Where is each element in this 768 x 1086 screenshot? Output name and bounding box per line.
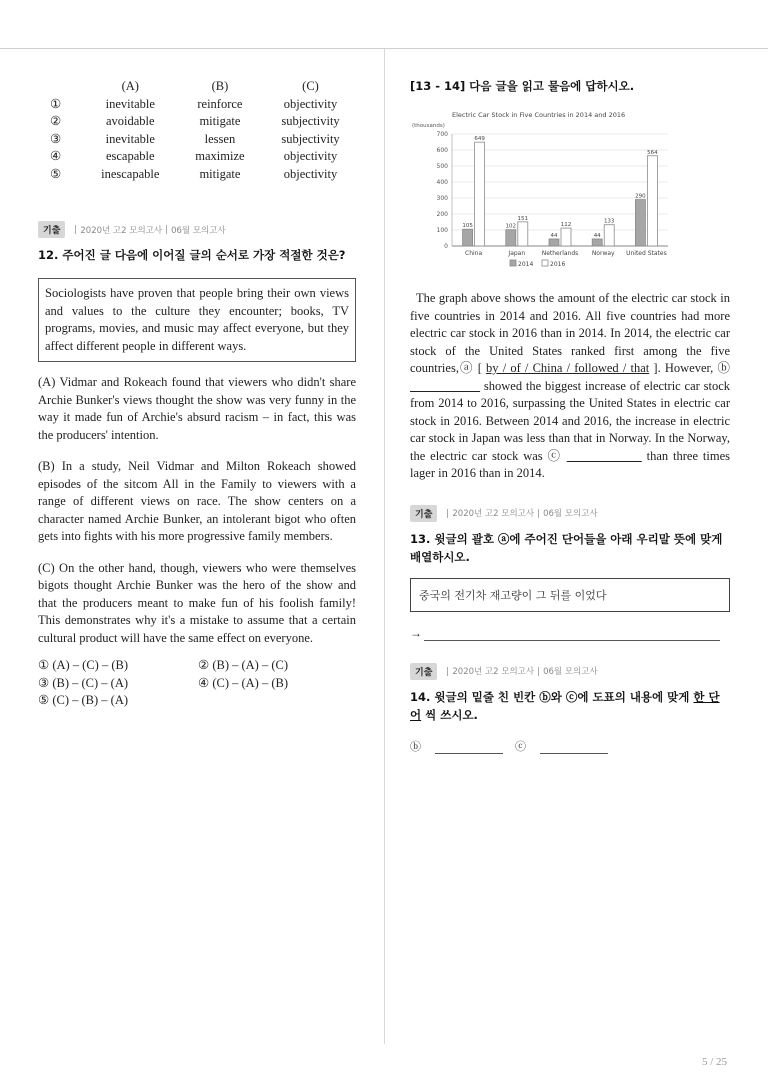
data-label: 105 bbox=[462, 223, 473, 230]
passage: The graph above shows the amount of the electric car stock in five countries in 2014 and 2016. All five countries had more electric car stock in 2016 than in 2014. In 2014, the electric car stock of the United States ranked first among the five countries,ⓐ [ by / of / China / followed / that ]. However, ⓑ showed the biggest increase of electric car stock from 2014 to 2016, surpassing the United States in electric car stock in 2016. Between 2014 and 2016, the increase in electric car stock in Japan was less than that in Norway. In the Norway, the electric car stock was ⓒ than three times lager in 2016 than in 2014. bbox=[410, 291, 730, 480]
blank-b-label: ⓑ bbox=[410, 739, 421, 753]
y-tick-label: 0 bbox=[444, 243, 448, 250]
circle-a: ⓐ bbox=[458, 361, 474, 375]
data-label: 44 bbox=[550, 232, 558, 239]
data-label: 102 bbox=[505, 223, 517, 230]
electric-car-chart bbox=[410, 108, 672, 276]
right-column bbox=[410, 78, 730, 754]
column-divider bbox=[384, 49, 385, 1044]
answer-option[interactable]: ② (B) – (A) – (C) bbox=[198, 658, 289, 672]
data-label: 564 bbox=[647, 149, 658, 156]
q12-source-month: 06월 모의고사 bbox=[171, 225, 226, 236]
data-label: 112 bbox=[560, 222, 572, 229]
bar-2016 bbox=[647, 156, 657, 246]
data-label: 44 bbox=[593, 232, 601, 239]
bar-2014 bbox=[635, 200, 645, 246]
q12-source-year: 2020년 고2 모의고사 bbox=[80, 225, 163, 236]
data-label: 133 bbox=[603, 218, 615, 225]
choice-row: ② avoidable mitigate subjectivity bbox=[50, 114, 340, 128]
blank-c-label: ⓒ bbox=[515, 739, 526, 753]
blank-b bbox=[410, 379, 480, 393]
header-b: (B) bbox=[211, 79, 229, 93]
bar-2016 bbox=[475, 142, 485, 246]
bar-2014 bbox=[549, 239, 559, 246]
answer-option[interactable]: ③ (B) – (C) – (A) bbox=[38, 675, 129, 690]
y-tick-label: 500 bbox=[436, 163, 448, 170]
header-c: (C) bbox=[302, 79, 319, 93]
bar-2014 bbox=[592, 239, 602, 246]
legend-label: 2014 bbox=[518, 261, 534, 268]
section-header: [13 - 14] 다음 글을 읽고 물음에 답하시오. bbox=[410, 79, 635, 93]
bar-2016 bbox=[604, 225, 614, 246]
q14-source-year: 2020년 고2 모의고사 bbox=[452, 667, 535, 677]
data-label: 290 bbox=[635, 193, 646, 200]
arrow-icon: → bbox=[410, 625, 422, 640]
y-tick-label: 400 bbox=[436, 179, 448, 186]
chart-ylabel: (thousands) bbox=[412, 123, 445, 129]
answer-option[interactable]: ④ (C) – (A) – (B) bbox=[198, 675, 289, 690]
q13-answer-line bbox=[410, 626, 730, 641]
choice-row: ⑤ inescapable mitigate objectivity bbox=[50, 166, 338, 181]
answer-option[interactable]: ⑤ (C) – (B) – (A) bbox=[38, 693, 129, 707]
q13-korean-box: 중국의 전기차 재고량이 그 뒤를 이었다 bbox=[410, 578, 730, 612]
blank-c-input[interactable] bbox=[540, 742, 608, 754]
q14-tag: 기출 bbox=[410, 663, 437, 680]
x-tick-label: Japan bbox=[508, 250, 526, 257]
q13-answer-input[interactable] bbox=[424, 628, 720, 641]
q12-source-line bbox=[38, 221, 356, 238]
circle-c: ⓒ bbox=[547, 448, 562, 463]
q14-answer-blanks bbox=[410, 738, 730, 754]
legend-swatch-2014 bbox=[510, 260, 516, 266]
x-tick-label: Norway bbox=[591, 250, 615, 257]
choice-row: ④ escapable maximize objectivity bbox=[50, 149, 338, 163]
q12-given-text: Sociologists have proven that people bring their own views and values to the culture they encounter; books, TV programs, movies, and music may affect everyone, but they affect different people in different ways. bbox=[38, 278, 356, 362]
q12-paragraph-a: (A) Vidmar and Rokeach found that viewers who didn't share Archie Bunker's views thought the show was very funny in the way it made fun of Archie's absurd racism – in fact, this was the producers' intention. bbox=[38, 375, 356, 442]
y-tick-label: 200 bbox=[436, 211, 448, 218]
circle-b: ⓑ bbox=[717, 361, 730, 375]
q14-source-month: 06월 모의고사 bbox=[543, 667, 598, 677]
choices-table bbox=[38, 78, 356, 183]
q13-source-year: 2020년 고2 모의고사 bbox=[452, 509, 535, 519]
choice-row: ① inevitable reinforce objectivity bbox=[50, 96, 338, 111]
q14-source-line bbox=[410, 663, 730, 680]
data-label: 151 bbox=[517, 215, 529, 222]
x-tick-label: United States bbox=[626, 250, 667, 257]
q12-paragraph-b: (B) In a study, Neil Vidmar and Milton Rokeach showed episodes of the sitcom All in the Family to viewers with a range of different views on race. The show centers on a character named Archie Bunker, an intolerant bigot who often gets into fights with his more progressive family members. bbox=[38, 459, 356, 543]
bar-2014 bbox=[506, 230, 516, 246]
y-tick-label: 700 bbox=[436, 131, 448, 138]
choice-row: ③ inevitable lessen subjectivity bbox=[50, 131, 340, 146]
q14-title: 14. 윗글의 밑줄 친 빈칸 ⓑ와 ⓒ에 도표의 내용에 맞게 한 단어 씩 쓰시오. bbox=[410, 689, 720, 722]
q13-source-month: 06월 모의고사 bbox=[543, 509, 598, 519]
bracket-words: by / of / China / followed / that bbox=[486, 361, 650, 375]
q12-tag: 기출 bbox=[38, 221, 65, 238]
bar-2016 bbox=[561, 228, 571, 246]
y-tick-label: 600 bbox=[436, 147, 448, 154]
q12-paragraph-c: (C) On the other hand, though, viewers who were themselves bigots thought Archie Bunker was the hero of the show and that the producers meant to make fun of his foolish family! This demonstrates why it's a mistake to assume that a certain cultural product will have the same effect on everyone. bbox=[38, 560, 356, 645]
page-number: 5 / 25 bbox=[702, 1056, 728, 1068]
header-a: (A) bbox=[121, 79, 139, 93]
data-label: 649 bbox=[474, 136, 485, 143]
answer-option[interactable]: ① (A) – (C) – (B) bbox=[38, 658, 129, 672]
q12-title: 12. 주어진 글 다음에 이어질 글의 순서로 가장 적절한 것은? bbox=[38, 248, 346, 262]
q12-answer-options bbox=[38, 657, 356, 710]
y-tick-label: 100 bbox=[436, 227, 448, 234]
bar-2016 bbox=[518, 222, 528, 246]
bar-2014 bbox=[463, 229, 473, 246]
q13-source-line bbox=[410, 505, 730, 522]
chart-svg bbox=[410, 108, 672, 276]
x-tick-label: Netherlands bbox=[541, 250, 579, 257]
blank-c bbox=[567, 449, 642, 463]
q13-title: 13. 윗글의 괄호 ⓐ에 주어진 단어들을 아래 우리말 뜻에 맞게 배열하시오. bbox=[410, 531, 723, 564]
q13-tag: 기출 bbox=[410, 505, 437, 522]
blank-b-input[interactable] bbox=[435, 742, 503, 754]
y-tick-label: 300 bbox=[436, 195, 448, 202]
chart-title: Electric Car Stock in Five Countries in 2014 and 2016 bbox=[452, 111, 626, 119]
left-column bbox=[38, 78, 356, 710]
legend-label: 2016 bbox=[550, 261, 566, 268]
legend-swatch-2016 bbox=[542, 260, 548, 266]
x-tick-label: China bbox=[465, 250, 483, 257]
